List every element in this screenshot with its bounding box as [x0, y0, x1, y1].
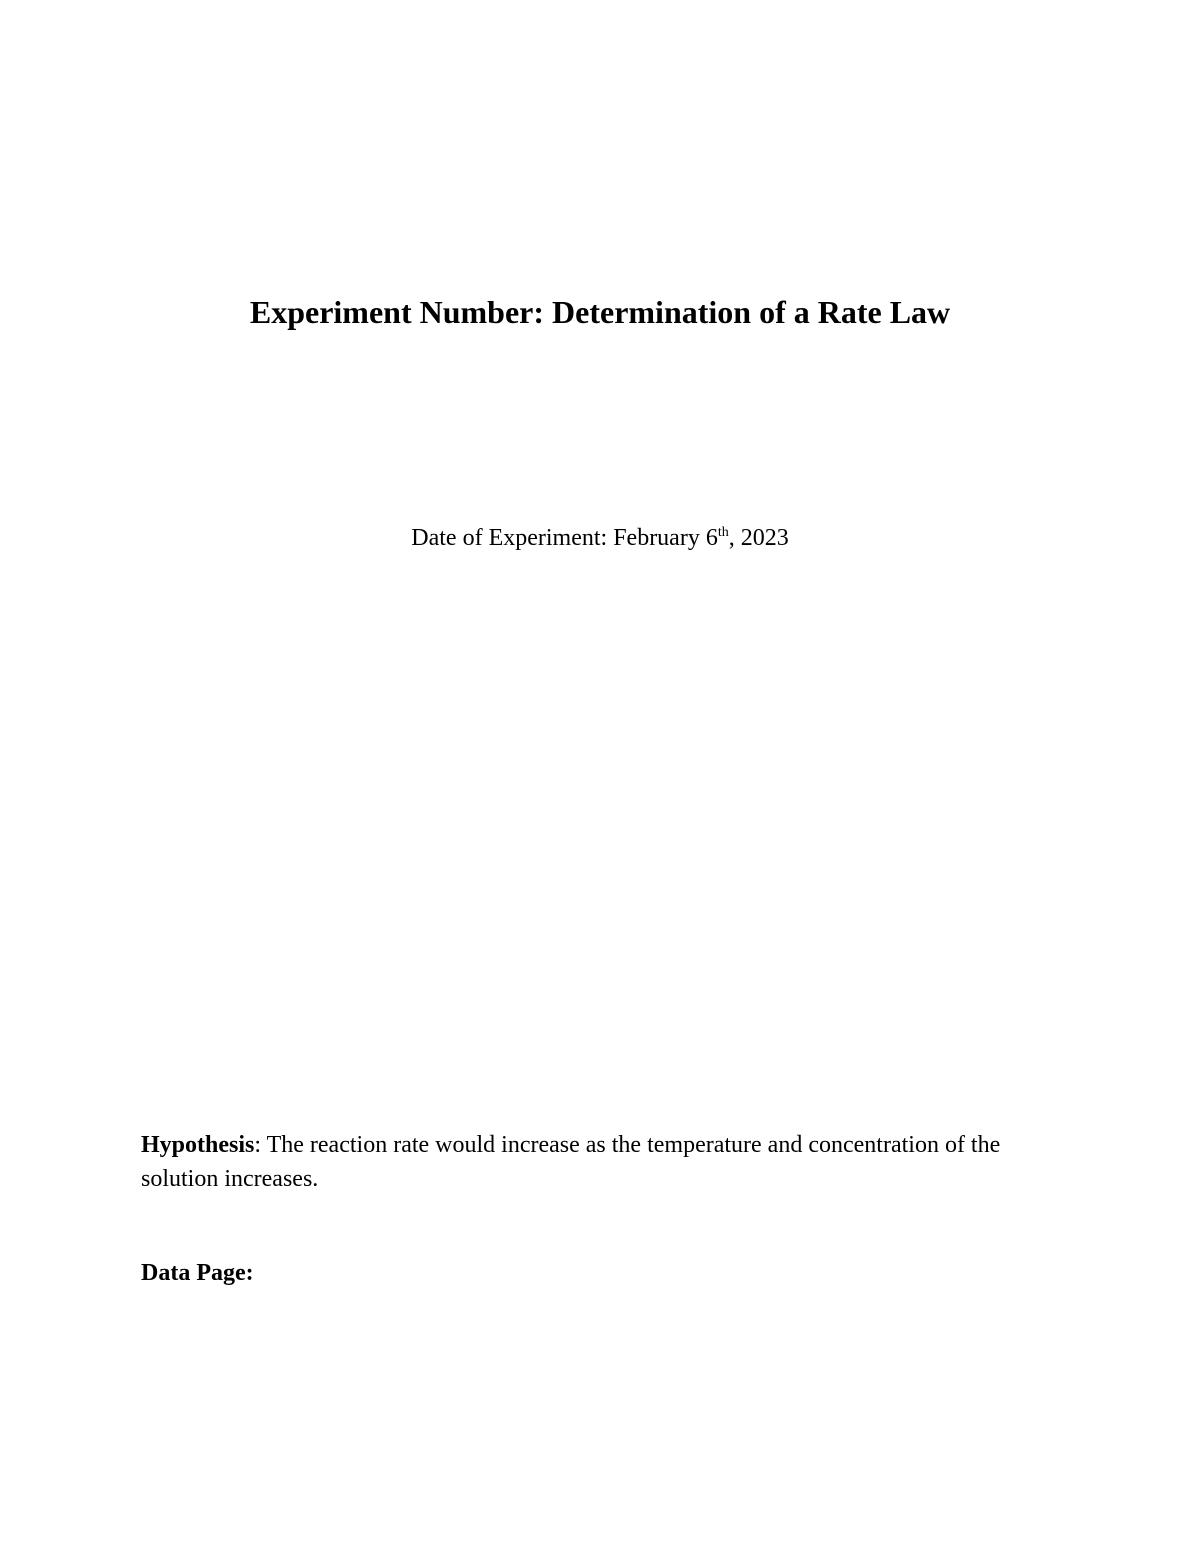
data-page-heading: Data Page: [141, 1260, 254, 1286]
date-ordinal-suffix: th [717, 525, 729, 540]
date-prefix: Date of Experiment: February 6 [411, 525, 718, 551]
hypothesis-text: The reaction rate would increase as the temperature and concentration of the solution increases. [141, 1132, 1001, 1192]
hypothesis-label: Hypothesis [141, 1132, 255, 1158]
hypothesis-paragraph [141, 1128, 1071, 1196]
experiment-date [0, 522, 1200, 554]
date-year: , 2023 [728, 525, 789, 551]
hypothesis-separator: : [254, 1132, 262, 1158]
document-title: Experiment Number: Determination of a Rate Law [249, 294, 951, 330]
